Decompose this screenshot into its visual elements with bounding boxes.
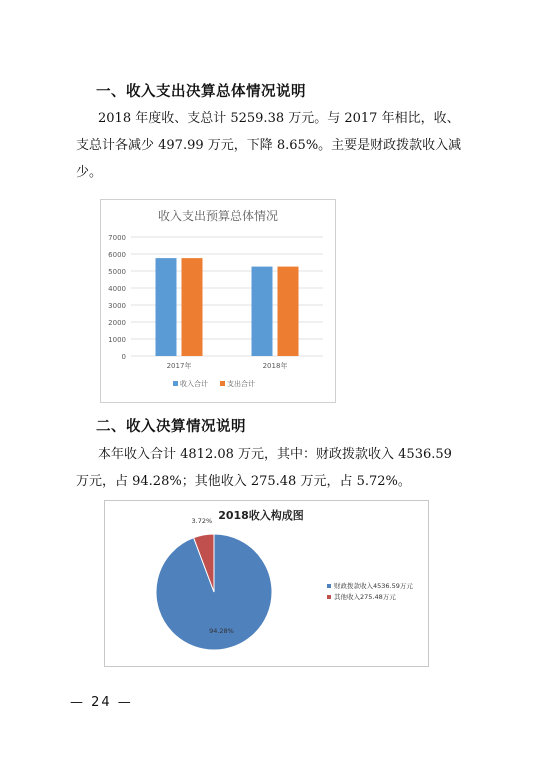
pie-data-label: 3.72% bbox=[191, 517, 213, 526]
bar-chart-svg bbox=[101, 200, 335, 402]
page-number: — 24 — bbox=[70, 695, 133, 710]
section2-line1: 本年收入合计 4812.08 万元，其中：财政拨款收入 4536.59 bbox=[98, 447, 452, 462]
section2-heading: 二、收入决算情况说明 bbox=[96, 419, 246, 435]
section2-paragraph bbox=[76, 441, 476, 495]
bar bbox=[156, 258, 177, 356]
section1-heading: 一、收入支出决算总体情况说明 bbox=[96, 84, 306, 100]
legend-swatch bbox=[327, 595, 331, 599]
section1-line3: 少。 bbox=[76, 165, 103, 180]
bar-chart bbox=[100, 199, 336, 403]
pie-chart bbox=[104, 500, 429, 667]
y-tick-label: 0 bbox=[121, 353, 126, 361]
bar bbox=[252, 267, 273, 356]
y-tick-label: 3000 bbox=[108, 302, 126, 310]
pie-chart-title: 2018收入构成图 bbox=[218, 509, 304, 522]
legend-label: 财政拨款收入4536.59万元 bbox=[334, 582, 413, 590]
y-tick-label: 6000 bbox=[108, 251, 126, 259]
y-tick-label: 7000 bbox=[108, 234, 126, 242]
section2-line2: 万元，占 94.28%；其他收入 275.48 万元，占 5.72%。 bbox=[76, 474, 411, 489]
legend-swatch bbox=[173, 381, 178, 386]
pie-chart-svg bbox=[105, 501, 428, 666]
legend-swatch bbox=[220, 381, 225, 386]
x-tick-label: 2017年 bbox=[166, 362, 192, 370]
y-tick-label: 2000 bbox=[108, 319, 126, 327]
section1-line1: 2018 年度收、支总计 5259.38 万元。与 2017 年相比，收、 bbox=[98, 111, 460, 126]
x-tick-label: 2018年 bbox=[262, 362, 288, 370]
y-tick-label: 5000 bbox=[108, 268, 126, 276]
y-tick-label: 1000 bbox=[108, 336, 126, 344]
legend-swatch bbox=[327, 584, 331, 588]
y-tick-label: 4000 bbox=[108, 285, 126, 293]
section1-line2: 支总计各减少 497.99 万元，下降 8.65%。主要是财政拨款收入减 bbox=[76, 138, 462, 153]
bar-chart-title: 收入支出预算总体情况 bbox=[157, 209, 279, 223]
legend-label: 收入合计 bbox=[180, 380, 208, 388]
bar bbox=[182, 258, 203, 356]
legend-label: 支出合计 bbox=[227, 380, 255, 388]
pie-data-label: 94.28% bbox=[209, 627, 234, 636]
section1-paragraph bbox=[76, 105, 476, 186]
bar bbox=[278, 267, 299, 356]
legend-label: 其他收入275.48万元 bbox=[334, 593, 396, 601]
